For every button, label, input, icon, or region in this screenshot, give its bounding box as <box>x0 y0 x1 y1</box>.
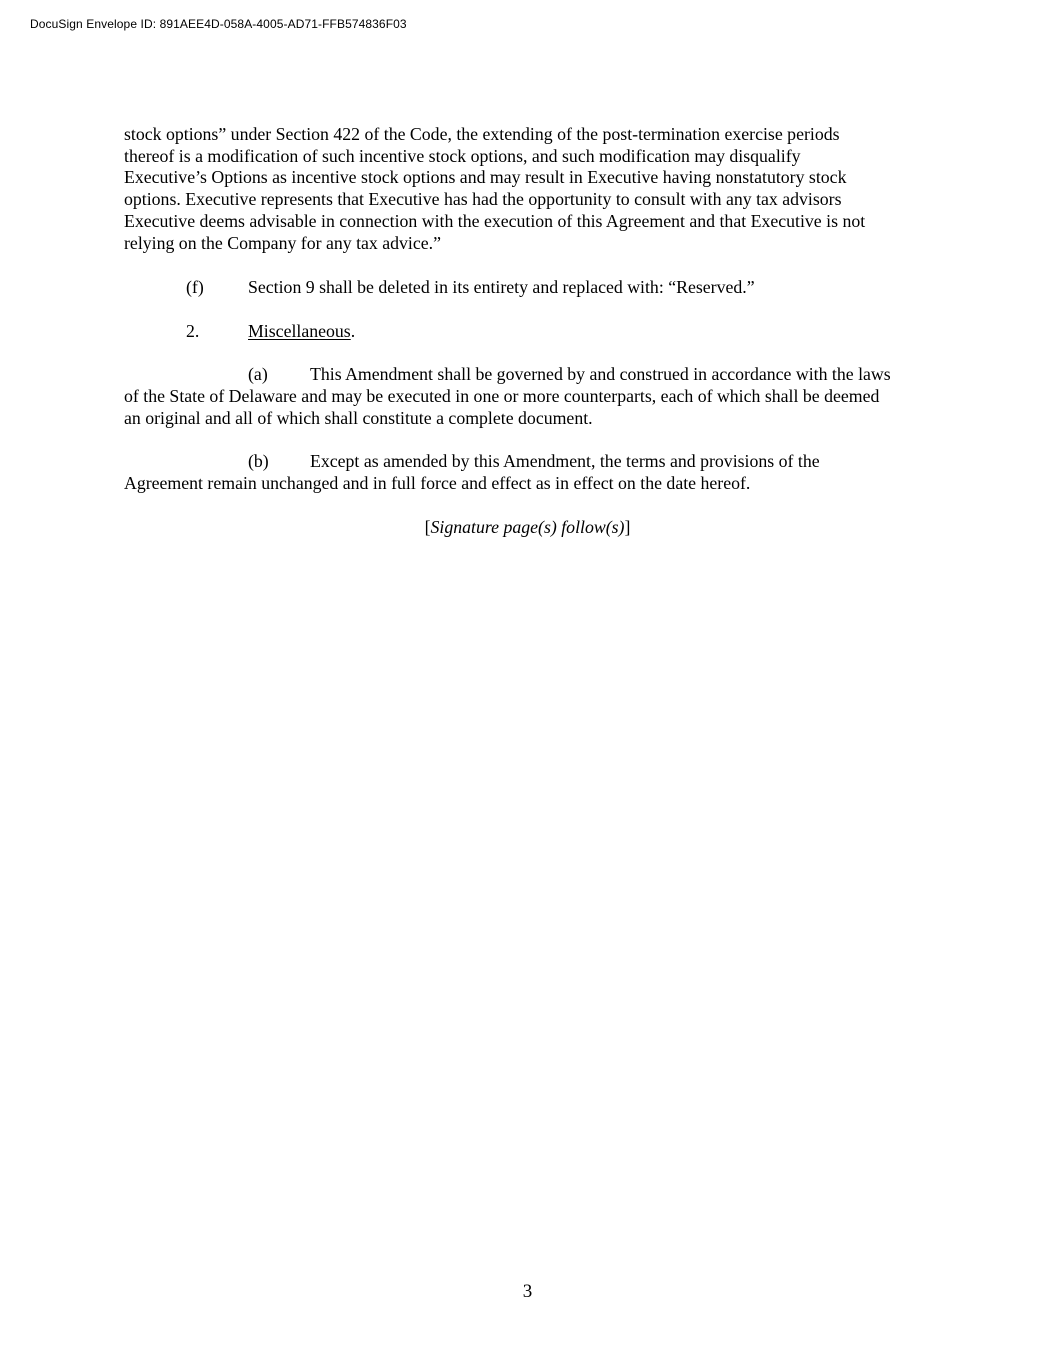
section-2-title <box>248 321 355 343</box>
item-a-body <box>124 386 944 429</box>
item-a-label: (a) <box>248 364 268 384</box>
continued-paragraph <box>124 124 944 254</box>
docusign-envelope-id: DocuSign Envelope ID: 891AEE4D-058A-4005-AD71-FFB574836F03 <box>30 17 407 31</box>
item-a-first-line: This Amendment shall be governed by and construed in accordance with the laws <box>310 364 891 384</box>
item-f-label: (f) <box>186 277 204 297</box>
paragraph-line: thereof is a modification of such incentive stock options, and such modification may disqualify <box>124 145 801 166</box>
paragraph-line: Agreement remain unchanged and in full force and effect as in effect on the date hereof. <box>124 473 751 493</box>
signature-close-bracket: ] <box>624 517 631 537</box>
paragraph-line: options. Executive represents that Executive has had the opportunity to consult with any tax advisors <box>124 189 842 210</box>
signature-page-note <box>0 517 1055 539</box>
paragraph-line: of the State of Delaware and may be executed in one or more counterparts, each of which shall be deemed <box>124 386 880 406</box>
item-f-text: Section 9 shall be deleted in its entirety and replaced with: “Reserved.” <box>248 277 755 297</box>
paragraph-line: Executive’s Options as incentive stock options and may result in Executive having nonstatutory stock <box>124 167 847 188</box>
section-2-heading-punct: . <box>350 321 356 341</box>
section-2-heading: Miscellaneous <box>248 321 351 341</box>
paragraph-line: stock options” under Section 422 of the Code, the extending of the post-termination exercise periods <box>124 124 840 144</box>
item-b-label: (b) <box>248 451 269 471</box>
item-b-first-line: Except as amended by this Amendment, the terms and provisions of the <box>310 451 820 471</box>
signature-note-text: Signature page(s) follow(s) <box>430 517 625 537</box>
page-number: 3 <box>522 1281 533 1302</box>
section-2-number: 2. <box>186 321 200 341</box>
signature-open-bracket: [ <box>424 517 431 537</box>
paragraph-line: relying on the Company for any tax advice.” <box>124 232 441 253</box>
paragraph-line: an original and all of which shall constitute a complete document. <box>124 407 593 428</box>
item-b-body <box>124 473 944 495</box>
paragraph-line: Executive deems advisable in connection with the execution of this Agreement and that Executive is not <box>124 210 866 231</box>
